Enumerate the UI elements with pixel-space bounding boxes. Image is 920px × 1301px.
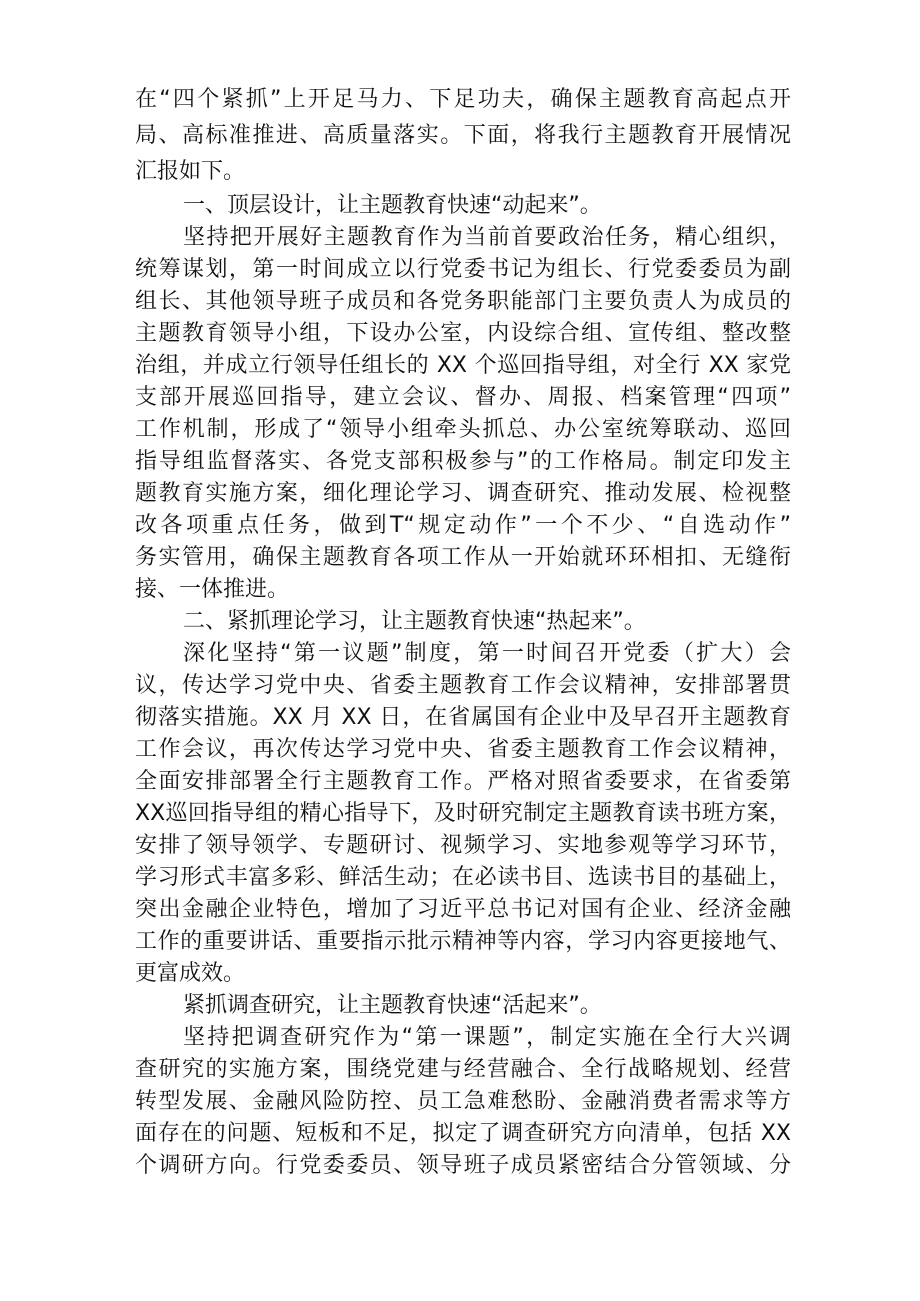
paragraph	[135, 222, 791, 606]
text-line: 题教育实施方案，细化理论学习、调查研究、推动发展、检视整	[135, 481, 791, 506]
text-line: 学习形式丰富多彩、鲜活生动；在必读书目、选读书目的基础上，	[135, 865, 791, 890]
text-line: 安排了领导领学、专题研讨、视频学习、实地参观等学习环节，	[135, 833, 791, 858]
text-line: 查研究的实施方案，围绕党建与经营融合、全行战略规划、经营	[135, 1057, 791, 1082]
text-line: XX巡回指导组的精心指导下，及时研究制定主题教育读书班方案，	[135, 801, 791, 826]
paragraph	[135, 1022, 791, 1182]
text-line: 坚持把调查研究作为“第一课题”，制定实施在全行大兴调	[183, 1025, 791, 1050]
text-line: 工作的重要讲话、重要指示批示精神等内容，学习内容更接地气、	[135, 929, 791, 954]
text-line: 深化坚持“第一议题”制度，第一时间召开党委（扩大）会	[183, 641, 791, 666]
paragraph-continued	[135, 82, 791, 190]
text-line: 务实管用，确保主题教育各项工作从一开始就环环相扣、无缝衔	[135, 545, 791, 570]
text-line: 彻落实措施。XX 月 XX 日，在省属国有企业中及早召开主题教育	[135, 705, 791, 730]
text-line: 治组，并成立行领导任组长的 XX 个巡回指导组，对全行 XX 家党	[135, 353, 791, 378]
text-line: 组长、其他领导班子成员和各党务职能部门主要负责人为成员的	[135, 289, 791, 314]
text-line: 工作会议，再次传达学习党中央、省委主题教育工作会议精神，	[135, 737, 791, 762]
heading-line: 紧抓调查研究，让主题教育快速“活起来”。	[183, 993, 602, 1018]
text-line: 个调研方向。行党委委员、领导班子成员紧密结合分管领域、分	[135, 1153, 791, 1178]
heading-line: 二、紧抓理论学习，让主题教育快速“热起来”。	[183, 609, 646, 634]
paragraph	[135, 638, 791, 990]
text-line: 议，传达学习党中央、省委主题教育工作会议精神，安排部署贯	[135, 673, 791, 698]
text-line: 统筹谋划，第一时间成立以行党委书记为组长、行党委委员为副	[135, 257, 791, 282]
text-line: 局、高标准推进、高质量落实。下面，将我行主题教育开展情况	[135, 123, 791, 148]
text-line: 改各项重点任务，做到T“规定动作”一个不少、“自选动作”	[135, 513, 791, 538]
text-line: 指导组监督落实、各党支部积极参与”的工作格局。制定印发主	[135, 449, 791, 474]
text-line: 工作机制，形成了“领导小组牵头抓总、办公室统筹联动、巡回	[135, 417, 791, 442]
section-heading-3	[135, 990, 791, 1022]
text-line: 在“四个紧抓”上开足马力、下足功夫，确保主题教育高起点开	[135, 87, 791, 112]
document-body	[135, 82, 791, 1182]
text-line: 转型发展、金融风险防控、员工急难愁盼、金融消费者需求等方	[135, 1089, 791, 1114]
text-line: 主题教育领导小组，下设办公室，内设综合组、宣传组、整改整	[135, 321, 791, 346]
section-heading-1	[135, 190, 791, 222]
text-line: 更富成效。	[135, 961, 246, 986]
heading-line: 一、顶层设计，让主题教育快速“动起来”。	[183, 193, 602, 218]
section-heading-2	[135, 606, 791, 638]
text-line: 坚持把开展好主题教育作为当前首要政治任务，精心组织，	[183, 225, 791, 250]
text-line: 全面安排部署全行主题教育工作。严格对照省委要求，在省委第	[135, 769, 791, 794]
text-line: 面存在的问题、短板和不足，拟定了调查研究方向清单，包括 XX	[135, 1121, 791, 1146]
text-line: 汇报如下。	[135, 159, 246, 184]
text-line: 支部开展巡回指导，建立会议、督办、周报、档案管理“四项”	[135, 385, 791, 410]
text-line: 接、一体推进。	[135, 577, 290, 602]
text-line: 突出金融企业特色，增加了习近平总书记对国有企业、经济金融	[135, 897, 791, 922]
